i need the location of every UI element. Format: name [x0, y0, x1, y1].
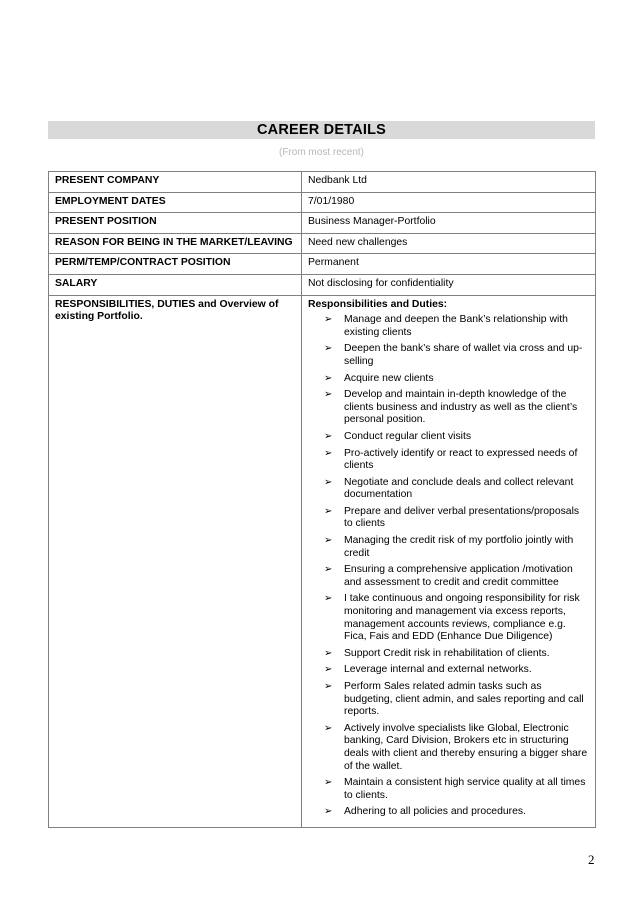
duty-text: Acquire new clients	[344, 372, 434, 384]
duty-text: Ensuring a comprehensive application /motivation and assessment to credit and credit committee	[344, 564, 573, 588]
row-label: PRESENT POSITION	[49, 213, 302, 234]
arrow-bullet-icon: ➢	[324, 430, 333, 442]
career-details-body	[49, 172, 596, 828]
list-item	[308, 535, 589, 560]
list-item	[308, 373, 589, 386]
career-details-table	[48, 171, 596, 828]
duty-text: Perform Sales related admin tasks such as budgeting, client admin, and sales reporting and call reports.	[344, 681, 584, 718]
list-item	[308, 723, 589, 773]
list-item	[308, 681, 589, 719]
arrow-bullet-icon: ➢	[324, 681, 333, 692]
table-row	[49, 233, 596, 254]
row-value: Not disclosing for confidentiality	[302, 274, 596, 295]
responsibilities-heading: Responsibilities and Duties:	[308, 298, 448, 310]
list-item	[308, 564, 589, 589]
row-value: 7/01/1980	[302, 192, 596, 213]
arrow-bullet-icon: ➢	[324, 343, 333, 355]
duties-list	[308, 314, 589, 819]
row-value: Need new challenges	[302, 233, 596, 254]
arrow-bullet-icon: ➢	[324, 722, 333, 734]
duty-text: Actively involve specialists like Global, Electronic banking, Card Division, Brokers etc in structuring deals with client and thereby ensuring a bigger share of the wallet.	[344, 722, 588, 772]
duty-text: Manage and deepen the Bank’s relationship with existing clients	[344, 314, 568, 338]
duty-text: Managing the credit risk of my portfolio jointly with credit	[344, 535, 574, 559]
duty-text: Prepare and deliver verbal presentations/proposals to clients	[344, 505, 580, 530]
page-title: CAREER DETAILS	[256, 122, 386, 138]
arrow-bullet-icon: ➢	[324, 806, 333, 818]
list-item	[308, 806, 589, 819]
row-label: REASON FOR BEING IN THE MARKET/LEAVING	[49, 233, 302, 254]
row-value: Nedbank Ltd	[302, 172, 596, 193]
page-subtitle: (From most recent)	[278, 147, 364, 158]
row-label: SALARY	[49, 274, 302, 295]
arrow-bullet-icon: ➢	[324, 535, 333, 547]
arrow-bullet-icon: ➢	[324, 389, 333, 401]
duty-text: Negotiate and conclude deals and collect relevant documentation	[344, 476, 574, 501]
row-label: PRESENT COMPANY	[49, 172, 302, 193]
table-row	[49, 172, 596, 193]
table-row	[49, 274, 596, 295]
list-item	[308, 648, 589, 661]
arrow-bullet-icon: ➢	[324, 505, 333, 517]
arrow-bullet-icon: ➢	[324, 476, 333, 488]
list-item	[308, 664, 589, 677]
arrow-bullet-icon: ➢	[324, 647, 333, 659]
list-item	[308, 343, 589, 368]
list-item	[308, 593, 589, 643]
responsibilities-row	[49, 295, 596, 827]
table-row	[49, 192, 596, 213]
arrow-bullet-icon: ➢	[324, 372, 333, 384]
table-row	[49, 213, 596, 234]
arrow-bullet-icon: ➢	[324, 593, 333, 605]
list-item	[308, 477, 589, 502]
table-row	[49, 254, 596, 275]
arrow-bullet-icon: ➢	[324, 564, 333, 576]
list-item	[308, 448, 589, 473]
list-item	[308, 777, 589, 802]
duty-text: Deepen the bank’s share of wallet via cross and up-selling	[344, 343, 583, 367]
arrow-bullet-icon: ➢	[324, 664, 333, 676]
duty-text: Leverage internal and external networks.	[344, 664, 532, 676]
page-number: 2	[588, 852, 595, 867]
duty-text: Conduct regular client visits	[344, 430, 472, 442]
row-label: PERM/TEMP/CONTRACT POSITION	[49, 254, 302, 275]
list-item	[308, 431, 589, 444]
responsibilities-label: RESPONSIBILITIES, DUTIES and Overview of existing Portfolio.	[49, 295, 302, 827]
arrow-bullet-icon: ➢	[324, 777, 333, 789]
row-label: EMPLOYMENT DATES	[49, 192, 302, 213]
responsibilities-cell	[302, 295, 596, 827]
duty-text: Adhering to all policies and procedures.	[344, 806, 526, 818]
duty-text: Develop and maintain in-depth knowledge of the clients business and industry as well as the client’s personal position.	[344, 389, 578, 426]
duty-text: Support Credit risk in rehabilitation of clients.	[344, 647, 550, 659]
list-item	[308, 506, 589, 531]
row-value: Business Manager-Portfolio	[302, 213, 596, 234]
arrow-bullet-icon: ➢	[324, 447, 333, 459]
duty-text: Maintain a consistent high service quality at all times to clients.	[344, 777, 586, 801]
duty-text: Pro-actively identify or react to expressed needs of clients	[344, 447, 578, 472]
list-item	[308, 389, 589, 427]
row-value: Permanent	[302, 254, 596, 275]
list-item	[308, 314, 589, 339]
duty-text: I take continuous and ongoing responsibility for risk monitoring and management via excess reports, management accounts reviews, compliance e.g. Fica, Fais and EDD (Enhance Due Diligence)	[344, 593, 580, 643]
arrow-bullet-icon: ➢	[324, 314, 333, 326]
